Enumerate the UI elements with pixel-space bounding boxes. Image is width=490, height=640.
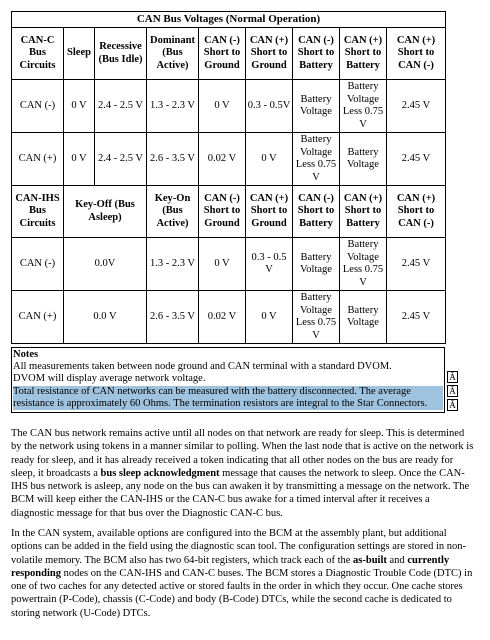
- paragraph-text: nodes on the CAN-IHS and CAN-C buses. The BCM stores a Diagnostic Trouble Code (DTC) in one of two caches for any detected active or stored faults in the order in which they occur. One cache stores powertrain (P-Code), chassis (C-Code) and body (B-Code) DTCs, while the second cache is dedicated to storing network (U-Code) DTCs.: [11, 567, 473, 619]
- can-voltage-table: [11, 11, 446, 344]
- table-cell: 0.0V: [64, 238, 147, 291]
- header-cell: CAN (-) Short to Ground: [199, 186, 246, 238]
- table-cell: 0 V: [246, 291, 293, 344]
- paragraph-text: In the CAN system, available options are configured into the BCM at the assembly plant, but additional options can be added in the field using the diagnostic scan tool. The configuration settings are stored in non-volatile memory. The BCM also has two 64-bit registers, which track each of the: [11, 528, 466, 566]
- header-cell: CAN-IHS Bus Circuits: [12, 186, 64, 238]
- table-cell: 2.45 V: [387, 238, 446, 291]
- table-cell: 0 V: [199, 80, 246, 133]
- table-cell: CAN (-): [12, 238, 64, 291]
- table-cell: 2.45 V: [387, 133, 446, 186]
- table-cell: 2.4 - 2.5 V: [95, 133, 147, 186]
- table-cell: 0.3 - 0.5 V: [246, 238, 293, 291]
- bold-term: currently responding: [11, 554, 450, 579]
- bold-term: as-built: [353, 554, 387, 566]
- table-cell: 0.02 V: [199, 133, 246, 186]
- table-cell: 0 V: [199, 238, 246, 291]
- side-marker: Ā: [447, 385, 458, 397]
- notes-box: [11, 347, 445, 413]
- table-cell: 0 V: [64, 80, 95, 133]
- header-cell: CAN (-) Short to Battery: [293, 28, 340, 80]
- side-marker: Ā: [447, 371, 458, 383]
- table-cell: 2.6 - 3.5 V: [147, 291, 199, 344]
- table-cell: Battery Voltage Less 0.75 V: [293, 133, 340, 186]
- note-line-highlighted: resistance is approximately 60 Ohms. The termination resistors are integral to the Star Connectors.: [13, 398, 443, 410]
- header-cell: Recessive (Bus Idle): [95, 28, 147, 80]
- header-cell: CAN-C Bus Circuits: [12, 28, 64, 80]
- header-cell: CAN (+) Short to CAN (-): [387, 186, 446, 238]
- notes-heading: Notes: [13, 349, 39, 360]
- paragraph-text: and: [386, 554, 408, 566]
- table-row: [12, 133, 446, 186]
- table-cell: 0.3 - 0.5V: [246, 80, 293, 133]
- header-cell: CAN (+) Short to Battery: [340, 186, 387, 238]
- table-cell: 2.45 V: [387, 291, 446, 344]
- paragraph-text: message that causes the network to sleep. Once the CAN-IHS bus network is asleep, any node on the bus can awaken it by transmitting a message on the network. The BCM will keep either the CAN-IHS or the CAN-C bus awake for a timed interval after it receives a diagnostic message for that bus over the Diagnostic CAN-C bus.: [11, 467, 470, 519]
- table-row: [12, 238, 446, 291]
- table-row: [12, 80, 446, 133]
- paragraph-configuration: [11, 527, 475, 620]
- header-cell: Sleep: [64, 28, 95, 80]
- note-line: DVOM will display average network voltage.: [13, 373, 206, 385]
- table-cell: CAN (+): [12, 133, 64, 186]
- paragraph-text: The CAN bus network remains active until all nodes on that network are ready for sleep. This is determined by the network using tokens in a manner similar to polling. When the last node that is active on the network is ready for sleep, and it has already received a token indicating that all other nodes on the bus are ready for sleep, it broadcasts a: [11, 428, 474, 479]
- header-cell: CAN (+) Short to CAN (-): [387, 28, 446, 80]
- table-cell: 0 V: [246, 133, 293, 186]
- header-cell: CAN (+) Short to Ground: [246, 186, 293, 238]
- table-cell: Battery Voltage: [293, 80, 340, 133]
- table-cell: CAN (-): [12, 80, 64, 133]
- table-cell: Battery Voltage: [293, 238, 340, 291]
- table-cell: Battery Voltage Less 0.75 V: [340, 80, 387, 133]
- table-cell: 2.6 - 3.5 V: [147, 133, 199, 186]
- table-cell: Battery Voltage Less 0.75 V: [340, 238, 387, 291]
- table-cell: 1.3 - 2.3 V: [147, 238, 199, 291]
- table-cell: Battery Voltage Less 0.75 V: [293, 291, 340, 344]
- bold-term: bus sleep acknowledgment: [100, 467, 220, 479]
- header-cell: CAN (-) Short to Battery: [293, 186, 340, 238]
- table-cell: 0.02 V: [199, 291, 246, 344]
- table-cell: CAN (+): [12, 291, 64, 344]
- header-cell: CAN (-) Short to Ground: [199, 28, 246, 80]
- header-cell: Key-On (Bus Active): [147, 186, 199, 238]
- side-marker: Ā: [447, 399, 458, 411]
- note-line-highlighted: Total resistance of CAN networks can be measured with the battery disconnected. The average: [13, 386, 443, 398]
- table-row: [12, 291, 446, 344]
- header-cell: CAN (+) Short to Battery: [340, 28, 387, 80]
- table-cell: Battery Voltage: [340, 291, 387, 344]
- table-cell: 2.4 - 2.5 V: [95, 80, 147, 133]
- paragraph-bus-sleep: [11, 427, 475, 520]
- table-cell: 2.45 V: [387, 80, 446, 133]
- can-c-header-row: [12, 28, 446, 80]
- table-title: CAN Bus Voltages (Normal Operation): [12, 12, 446, 28]
- table-cell: Battery Voltage: [340, 133, 387, 186]
- header-cell: CAN (+) Short to Ground: [246, 28, 293, 80]
- table-cell: 0 V: [64, 133, 95, 186]
- note-line: All measurements taken between node ground and CAN terminal with a standard DVOM.: [13, 361, 392, 373]
- header-cell: Dominant (Bus Active): [147, 28, 199, 80]
- can-ihs-header-row: [12, 186, 446, 238]
- table-cell: 0.0 V: [64, 291, 147, 344]
- table-cell: 1.3 - 2.3 V: [147, 80, 199, 133]
- header-cell: Key-Off (Bus Asleep): [64, 186, 147, 238]
